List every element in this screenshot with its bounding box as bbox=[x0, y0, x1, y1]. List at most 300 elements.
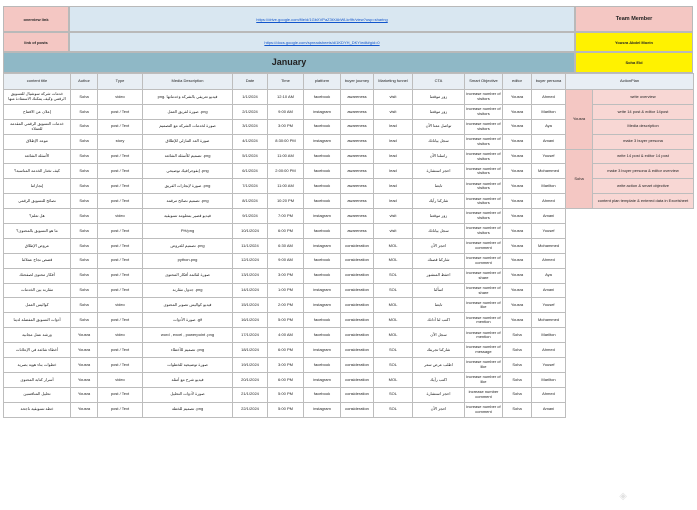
cell-buyer-journey[interactable]: consideration bbox=[341, 343, 374, 358]
cell-editor[interactable]: Soha bbox=[503, 372, 532, 387]
cell-smart-objective[interactable]: increase number of visitors bbox=[465, 194, 503, 209]
empty-cell[interactable] bbox=[566, 268, 694, 283]
cell-time[interactable]: 5:00 PM bbox=[268, 313, 304, 328]
cell-buyer-persona[interactable]: Ahmed bbox=[532, 253, 566, 268]
cell-author[interactable]: Soha bbox=[71, 268, 98, 283]
empty-cell[interactable] bbox=[566, 343, 694, 358]
cell-editor[interactable]: Yousra bbox=[503, 149, 532, 164]
cell-author[interactable]: Yousra bbox=[71, 343, 98, 358]
plan-task[interactable]: make 3 buyer persona bbox=[593, 134, 694, 149]
cell-content-title[interactable]: خدمات التسويق الرقمي المقدمة للعملاء bbox=[4, 119, 71, 134]
cell-type[interactable]: post / Text bbox=[98, 402, 143, 417]
cell-content-title[interactable]: ورشة عمل مجانية bbox=[4, 328, 71, 343]
cell-buyer-journey[interactable]: consideration bbox=[341, 402, 374, 417]
cell-smart-objective[interactable]: increase number of visitors bbox=[465, 179, 503, 194]
cell-buyer-persona[interactable]: Yousef bbox=[532, 358, 566, 373]
cell-time[interactable]: 6:00 PM bbox=[268, 372, 304, 387]
cell-marketing-funnel[interactable]: lead bbox=[374, 119, 413, 134]
col-platform[interactable]: platform bbox=[304, 74, 341, 90]
cell-marketing-funnel[interactable]: visit bbox=[374, 90, 413, 105]
cell-time[interactable]: 1:00 PM bbox=[268, 283, 304, 298]
cell-date[interactable]: 16/1/2024 bbox=[233, 313, 268, 328]
cell-smart-objective[interactable]: increase number of visitors bbox=[465, 164, 503, 179]
cell-type[interactable]: video bbox=[98, 209, 143, 224]
cell-buyer-persona[interactable]: Marilton bbox=[532, 372, 566, 387]
cell-author[interactable]: Soha bbox=[71, 238, 98, 253]
cell-date[interactable]: 22/1/2024 bbox=[233, 402, 268, 417]
cell-buyer-persona[interactable]: Yousef bbox=[532, 149, 566, 164]
cell-platform[interactable]: facebook bbox=[304, 149, 341, 164]
cell-time[interactable]: 2:00:00 PM bbox=[268, 164, 304, 179]
cell-author[interactable]: Yousra bbox=[71, 402, 98, 417]
cell-editor[interactable]: Yousra bbox=[503, 179, 532, 194]
cell-buyer-persona[interactable]: Ahmed bbox=[532, 194, 566, 209]
col-smart-objective[interactable]: Smart Objective bbox=[465, 74, 503, 90]
cell-author[interactable]: Soha bbox=[71, 104, 98, 119]
cell-buyer-journey[interactable]: consideration bbox=[341, 238, 374, 253]
cell-buyer-journey[interactable]: awareness bbox=[341, 209, 374, 224]
cell-author[interactable]: Soha bbox=[71, 194, 98, 209]
cell-editor[interactable]: Yousra bbox=[503, 313, 532, 328]
cell-media-description[interactable]: صورة الأدوات .gif bbox=[143, 313, 233, 328]
cell-marketing-funnel[interactable]: lead bbox=[374, 149, 413, 164]
cell-buyer-journey[interactable]: awareness bbox=[341, 149, 374, 164]
cell-buyer-persona[interactable]: Amani bbox=[532, 209, 566, 224]
cell-smart-objective[interactable]: increase number of share bbox=[465, 283, 503, 298]
cell-date[interactable]: 8/1/2024 bbox=[233, 194, 268, 209]
cell-date[interactable]: 13/1/2024 bbox=[233, 268, 268, 283]
cell-time[interactable]: 4:00 AM bbox=[268, 328, 304, 343]
cell-platform[interactable]: instagram bbox=[304, 134, 341, 149]
cell-marketing-funnel[interactable]: lead bbox=[374, 164, 413, 179]
cell-media-description[interactable]: صورة لفريق العمل .png bbox=[143, 104, 233, 119]
empty-cell[interactable] bbox=[566, 224, 694, 239]
cell-type[interactable]: video bbox=[98, 298, 143, 313]
cell-platform[interactable]: facebook bbox=[304, 268, 341, 283]
cell-marketing-funnel[interactable]: lead bbox=[374, 134, 413, 149]
cell-cta[interactable]: تواصل معنا الآن bbox=[413, 119, 465, 134]
cell-date[interactable]: 20/1/2024 bbox=[233, 372, 268, 387]
empty-cell[interactable] bbox=[566, 253, 694, 268]
cell-editor[interactable]: Yousra bbox=[503, 238, 532, 253]
cell-cta[interactable]: احفظ المنشور bbox=[413, 268, 465, 283]
cell-cta[interactable]: احجز استشارة bbox=[413, 164, 465, 179]
cell-marketing-funnel[interactable]: visit bbox=[374, 209, 413, 224]
cell-date[interactable]: 3/1/2024 bbox=[233, 119, 268, 134]
cell-date[interactable]: 15/1/2024 bbox=[233, 298, 268, 313]
cell-media-description[interactable]: صورة لقائمة أفكار المحتوى bbox=[143, 268, 233, 283]
cell-buyer-persona[interactable]: Ahmed bbox=[532, 90, 566, 105]
cell-media-description[interactable]: صورة العد التنازلي للإطلاق bbox=[143, 134, 233, 149]
cell-buyer-journey[interactable]: consideration bbox=[341, 268, 374, 283]
empty-cell[interactable] bbox=[566, 283, 694, 298]
col-date[interactable]: Date bbox=[233, 74, 268, 90]
cell-date[interactable]: 5/1/2024 bbox=[233, 149, 268, 164]
cell-type[interactable]: post / Text bbox=[98, 343, 143, 358]
cell-content-title[interactable]: أسرار كتابة المحتوى bbox=[4, 372, 71, 387]
cell-marketing-funnel[interactable]: SOL bbox=[374, 402, 413, 417]
cell-type[interactable]: post / Text bbox=[98, 179, 143, 194]
cell-content-title[interactable]: عروض الإطلاق bbox=[4, 238, 71, 253]
plan-task[interactable]: write 14 post & editor 14 post bbox=[593, 149, 694, 164]
cell-marketing-funnel[interactable]: MOL bbox=[374, 298, 413, 313]
col-marketing-funnel[interactable]: Marketing funnel bbox=[374, 74, 413, 90]
cell-editor[interactable]: Yousra bbox=[503, 283, 532, 298]
cell-platform[interactable]: instagram bbox=[304, 402, 341, 417]
cell-author[interactable]: Soha bbox=[71, 119, 98, 134]
cell-content-title[interactable]: أدوات التسويق المفضلة لدينا bbox=[4, 313, 71, 328]
cell-time[interactable]: 3:00 PM bbox=[268, 358, 304, 373]
col-type[interactable]: Type bbox=[98, 74, 143, 90]
cell-content-title[interactable]: الأسئلة الشائعة bbox=[4, 149, 71, 164]
cell-type[interactable]: post / Text bbox=[98, 253, 143, 268]
cell-time[interactable]: 7:00 PM bbox=[268, 209, 304, 224]
cell-buyer-persona[interactable]: Mohammed bbox=[532, 313, 566, 328]
plan-task[interactable]: content plan template & entered data in Excelsheet bbox=[593, 194, 694, 209]
cell-type[interactable]: post / Text bbox=[98, 268, 143, 283]
cell-editor[interactable]: Yousra bbox=[503, 298, 532, 313]
cell-time[interactable]: 3:00 PM bbox=[268, 119, 304, 134]
cell-buyer-persona[interactable]: Marilton bbox=[532, 328, 566, 343]
cell-date[interactable]: 7/1/2024 bbox=[233, 179, 268, 194]
cell-time[interactable]: 10:20 PM bbox=[268, 194, 304, 209]
posts-link[interactable]: https://docs.google.com/spreadsheets/d/1KDYH_DKY/edit#gid=0 bbox=[69, 32, 575, 52]
cell-cta[interactable]: احجز الآن bbox=[413, 402, 465, 417]
plan-task[interactable]: make 3 buyer persona & editor overview bbox=[593, 164, 694, 179]
cell-smart-objective[interactable]: increase number of visitors bbox=[465, 104, 503, 119]
cell-buyer-journey[interactable]: awareness bbox=[341, 119, 374, 134]
cell-type[interactable]: post / Text bbox=[98, 119, 143, 134]
plan-task[interactable]: write overview bbox=[593, 90, 694, 105]
cell-buyer-journey[interactable]: consideration bbox=[341, 298, 374, 313]
col-media-description[interactable]: Media Description bbox=[143, 74, 233, 90]
cell-content-title[interactable]: أفكار محتوى لصفحتك bbox=[4, 268, 71, 283]
cell-content-title[interactable]: أخطاء شائعة في الإعلانات bbox=[4, 343, 71, 358]
cell-time[interactable]: 5:00 PM bbox=[268, 402, 304, 417]
cell-smart-objective[interactable]: increase number of visitors bbox=[465, 119, 503, 134]
cell-platform[interactable]: facebook bbox=[304, 313, 341, 328]
cell-author[interactable]: Yousra bbox=[71, 372, 98, 387]
cell-content-title[interactable]: قصص نجاح عملائنا bbox=[4, 253, 71, 268]
cell-smart-objective[interactable]: increase number comment bbox=[465, 387, 503, 402]
cell-buyer-persona[interactable]: Amani bbox=[532, 134, 566, 149]
cell-author[interactable]: Soha bbox=[71, 90, 98, 105]
empty-cell[interactable] bbox=[566, 387, 694, 402]
cell-type[interactable]: post / Text bbox=[98, 387, 143, 402]
cell-buyer-journey[interactable]: awareness bbox=[341, 104, 374, 119]
cell-buyer-persona[interactable]: Mohammed bbox=[532, 164, 566, 179]
cell-buyer-persona[interactable]: Amani bbox=[532, 283, 566, 298]
cell-author[interactable]: Soha bbox=[71, 253, 98, 268]
cell-smart-objective[interactable]: increase number of visitors bbox=[465, 149, 503, 164]
cell-type[interactable]: post / Text bbox=[98, 149, 143, 164]
cell-cta[interactable]: زور موقعنا bbox=[413, 104, 465, 119]
cell-buyer-journey[interactable]: consideration bbox=[341, 358, 374, 373]
cell-author[interactable]: Soha bbox=[71, 313, 98, 328]
col-buyer-journey[interactable]: buyer journey bbox=[341, 74, 374, 90]
cell-platform[interactable]: facebook bbox=[304, 224, 341, 239]
cell-content-title[interactable]: خدمات شركة سوشيال للتسويق الرقمي وكيف يمكنك الاستفادة منها bbox=[4, 90, 71, 105]
cell-content-title[interactable]: موعد الإطلاق bbox=[4, 134, 71, 149]
cell-buyer-persona[interactable]: Amani bbox=[532, 402, 566, 417]
cell-content-title[interactable]: نصائح للتسويق الرقمي bbox=[4, 194, 71, 209]
cell-type[interactable]: post / Text bbox=[98, 104, 143, 119]
cell-platform[interactable]: instagram bbox=[304, 209, 341, 224]
cell-buyer-journey[interactable]: awareness bbox=[341, 134, 374, 149]
col-content-title[interactable]: content title bbox=[4, 74, 71, 90]
cell-media-description[interactable]: تصميم نصائح مرقمة .png bbox=[143, 194, 233, 209]
cell-time[interactable]: 12:10 AM bbox=[268, 90, 304, 105]
cell-cta[interactable]: سجل بياناتك bbox=[413, 134, 465, 149]
cell-media-description[interactable]: تصميم للأخطاء .png bbox=[143, 343, 233, 358]
cell-editor[interactable]: Soha bbox=[503, 343, 532, 358]
cell-date[interactable]: 18/1/2024 bbox=[233, 343, 268, 358]
cell-marketing-funnel[interactable]: MOL bbox=[374, 313, 413, 328]
cell-editor[interactable]: Yousra bbox=[503, 119, 532, 134]
cell-smart-objective[interactable]: increase number of mention bbox=[465, 328, 503, 343]
cell-date[interactable]: 9/1/2024 bbox=[233, 209, 268, 224]
cell-date[interactable]: 2/1/2024 bbox=[233, 104, 268, 119]
cell-content-title[interactable]: إعلان عن الافتتاح bbox=[4, 104, 71, 119]
cell-time[interactable]: 11:00 AM bbox=[268, 179, 304, 194]
cell-smart-objective[interactable]: increase number of visitors bbox=[465, 90, 503, 105]
cell-cta[interactable]: احجز استشارة bbox=[413, 387, 465, 402]
cell-buyer-journey[interactable]: consideration bbox=[341, 313, 374, 328]
cell-editor[interactable]: Soha bbox=[503, 358, 532, 373]
cell-buyer-persona[interactable]: Marilton bbox=[532, 179, 566, 194]
cell-smart-objective[interactable]: increase number of message bbox=[465, 343, 503, 358]
cell-marketing-funnel[interactable]: SOL bbox=[374, 268, 413, 283]
cell-buyer-persona[interactable]: Marilton bbox=[532, 104, 566, 119]
cell-smart-objective[interactable]: increase number of like bbox=[465, 298, 503, 313]
cell-buyer-journey[interactable]: consideration bbox=[341, 328, 374, 343]
cell-editor[interactable]: Yousra bbox=[503, 209, 532, 224]
cell-cta[interactable]: اكتب رأيك bbox=[413, 372, 465, 387]
cell-time[interactable]: 5:00 PM bbox=[268, 387, 304, 402]
empty-cell[interactable] bbox=[566, 328, 694, 343]
col-cta[interactable]: CTA bbox=[413, 74, 465, 90]
cell-type[interactable]: post / Text bbox=[98, 358, 143, 373]
cell-media-description[interactable]: صورة لإنجازات الفريق .png bbox=[143, 179, 233, 194]
cell-content-title[interactable]: تحليل المنافسين bbox=[4, 387, 71, 402]
cell-marketing-funnel[interactable]: SOL bbox=[374, 343, 413, 358]
cell-cta[interactable]: سجل الآن bbox=[413, 328, 465, 343]
cell-buyer-persona[interactable]: Mohammed bbox=[532, 238, 566, 253]
cell-type[interactable]: video bbox=[98, 90, 143, 105]
cell-time[interactable]: 8:30:00 PM bbox=[268, 134, 304, 149]
cell-editor[interactable]: Yousra bbox=[503, 164, 532, 179]
cell-smart-objective[interactable]: increase number of visitors bbox=[465, 134, 503, 149]
empty-cell[interactable] bbox=[566, 298, 694, 313]
cell-type[interactable]: post / Text bbox=[98, 238, 143, 253]
cell-editor[interactable]: Soha bbox=[503, 387, 532, 402]
cell-media-description[interactable]: صورة توضيحية للخطوات bbox=[143, 358, 233, 373]
cell-smart-objective[interactable]: increase number of comment bbox=[465, 238, 503, 253]
cell-buyer-journey[interactable]: awareness bbox=[341, 194, 374, 209]
cell-buyer-journey[interactable]: consideration bbox=[341, 253, 374, 268]
cell-date[interactable]: 6/1/2024 bbox=[233, 164, 268, 179]
plan-assignee-1[interactable]: Yousra bbox=[566, 90, 593, 150]
empty-cell[interactable] bbox=[566, 238, 694, 253]
cell-type[interactable]: video bbox=[98, 328, 143, 343]
cell-media-description[interactable]: تصميم للخطة .png bbox=[143, 402, 233, 417]
cell-smart-objective[interactable]: increase number of comment bbox=[465, 253, 503, 268]
cell-smart-objective[interactable]: increase number of comment bbox=[465, 402, 503, 417]
cell-author[interactable]: Yousra bbox=[71, 387, 98, 402]
cell-editor[interactable]: Yousra bbox=[503, 134, 532, 149]
cell-date[interactable]: 10/1/2024 bbox=[233, 224, 268, 239]
cell-platform[interactable]: instagram bbox=[304, 238, 341, 253]
cell-date[interactable]: 19/1/2024 bbox=[233, 358, 268, 373]
cell-marketing-funnel[interactable]: MOL bbox=[374, 372, 413, 387]
empty-cell[interactable] bbox=[566, 402, 694, 417]
cell-marketing-funnel[interactable]: SOL bbox=[374, 387, 413, 402]
cell-author[interactable]: Soha bbox=[71, 164, 98, 179]
cell-buyer-persona[interactable]: Ahmed bbox=[532, 343, 566, 358]
cell-media-description[interactable]: فيديو تعريفي بالشركة وخدماتها .png bbox=[143, 90, 233, 105]
cell-editor[interactable]: Yousra bbox=[503, 90, 532, 105]
cell-author[interactable]: Yousra bbox=[71, 328, 98, 343]
cell-media-description[interactable]: فيديو قصير بمعلومة تسويقية bbox=[143, 209, 233, 224]
cell-content-title[interactable]: إنجازاتنا bbox=[4, 179, 71, 194]
col-editor[interactable]: editor bbox=[503, 74, 532, 90]
cell-content-title[interactable]: كيف تختار الخدمة المناسبة؟ bbox=[4, 164, 71, 179]
cell-cta[interactable]: راسلنا الآن bbox=[413, 149, 465, 164]
cell-date[interactable]: 21/1/2024 bbox=[233, 387, 268, 402]
cell-media-description[interactable]: python.png bbox=[143, 253, 233, 268]
cell-buyer-persona[interactable]: Yousef bbox=[532, 224, 566, 239]
cell-platform[interactable]: instagram bbox=[304, 298, 341, 313]
cell-date[interactable]: 14/1/2024 bbox=[233, 283, 268, 298]
cell-time[interactable]: 3:00 PM bbox=[268, 268, 304, 283]
cell-time[interactable]: 6:00 PM bbox=[268, 224, 304, 239]
cell-cta[interactable]: تابعنا bbox=[413, 298, 465, 313]
cell-editor[interactable]: Soha bbox=[503, 402, 532, 417]
plan-task[interactable]: write action & smart objective bbox=[593, 179, 694, 194]
cell-type[interactable]: story bbox=[98, 134, 143, 149]
cell-smart-objective[interactable]: increase number of like bbox=[465, 358, 503, 373]
empty-cell[interactable] bbox=[566, 358, 694, 373]
cell-platform[interactable]: facebook bbox=[304, 358, 341, 373]
cell-author[interactable]: Soha bbox=[71, 224, 98, 239]
cell-time[interactable]: 6:30 AM bbox=[268, 238, 304, 253]
cell-buyer-journey[interactable]: consideration bbox=[341, 387, 374, 402]
cell-platform[interactable]: instagram bbox=[304, 343, 341, 358]
cell-marketing-funnel[interactable]: MOL bbox=[374, 238, 413, 253]
cell-content-title[interactable]: كواليس العمل bbox=[4, 298, 71, 313]
cell-cta[interactable]: اطلب عرض سعر bbox=[413, 358, 465, 373]
cell-buyer-persona[interactable]: Yousef bbox=[532, 298, 566, 313]
cell-marketing-funnel[interactable]: visit bbox=[374, 224, 413, 239]
cell-platform[interactable]: facebook bbox=[304, 90, 341, 105]
cell-platform[interactable]: facebook bbox=[304, 328, 341, 343]
cell-editor[interactable]: Yousra bbox=[503, 268, 532, 283]
cell-cta[interactable]: اكتب لنا أداتك bbox=[413, 313, 465, 328]
cell-editor[interactable]: Yousra bbox=[503, 104, 532, 119]
cell-time[interactable]: 9:00 AM bbox=[268, 104, 304, 119]
cell-platform[interactable]: instagram bbox=[304, 283, 341, 298]
cell-time[interactable]: 2:00 PM bbox=[268, 298, 304, 313]
cell-time[interactable]: 9:00 AM bbox=[268, 253, 304, 268]
cell-type[interactable]: post / Text bbox=[98, 194, 143, 209]
col-author[interactable]: Author bbox=[71, 74, 98, 90]
cell-author[interactable]: Soha bbox=[71, 134, 98, 149]
cell-buyer-journey[interactable]: awareness bbox=[341, 164, 374, 179]
cell-cta[interactable]: احجز الآن bbox=[413, 238, 465, 253]
col-time[interactable]: Time bbox=[268, 74, 304, 90]
cell-buyer-persona[interactable]: Aya bbox=[532, 119, 566, 134]
empty-cell[interactable] bbox=[566, 209, 694, 224]
empty-cell[interactable] bbox=[566, 372, 694, 387]
cell-author[interactable]: Soha bbox=[71, 298, 98, 313]
cell-editor[interactable]: Yousra bbox=[503, 253, 532, 268]
cell-buyer-journey[interactable]: consideration bbox=[341, 372, 374, 387]
cell-platform[interactable]: facebook bbox=[304, 119, 341, 134]
cell-buyer-journey[interactable]: consideration bbox=[341, 283, 374, 298]
cell-type[interactable]: video bbox=[98, 372, 143, 387]
cell-media-description[interactable]: فيديو كواليس تصوير المحتوى bbox=[143, 298, 233, 313]
cell-platform[interactable]: facebook bbox=[304, 387, 341, 402]
cell-author[interactable]: Soha bbox=[71, 179, 98, 194]
empty-cell[interactable] bbox=[566, 313, 694, 328]
cell-date[interactable]: 17/1/2024 bbox=[233, 328, 268, 343]
cell-platform[interactable]: facebook bbox=[304, 164, 341, 179]
cell-content-title[interactable]: ما هو التسويق بالمحتوى؟ bbox=[4, 224, 71, 239]
cell-type[interactable]: post / Text bbox=[98, 313, 143, 328]
cell-marketing-funnel[interactable]: visit bbox=[374, 104, 413, 119]
col-buyer-persona[interactable]: buyer persona bbox=[532, 74, 566, 90]
cell-smart-objective[interactable]: increase number of like bbox=[465, 372, 503, 387]
cell-date[interactable]: 12/1/2024 bbox=[233, 253, 268, 268]
cell-cta[interactable]: تابعنا bbox=[413, 179, 465, 194]
plan-task[interactable]: write 14 post & editor 14post bbox=[593, 104, 694, 119]
cell-cta[interactable]: اسألنا bbox=[413, 283, 465, 298]
cell-content-title[interactable]: خطوات بناء هوية بصرية bbox=[4, 358, 71, 373]
action-plan-header[interactable]: ActionPlan bbox=[566, 74, 694, 90]
cell-media-description[interactable]: تصميم للأسئلة الشائعة .png bbox=[143, 149, 233, 164]
cell-type[interactable]: post / Text bbox=[98, 164, 143, 179]
cell-marketing-funnel[interactable]: MOL bbox=[374, 328, 413, 343]
cell-content-title[interactable]: هل تعلم؟ bbox=[4, 209, 71, 224]
cell-media-description[interactable]: جدول مقارنة .png bbox=[143, 283, 233, 298]
cell-platform[interactable]: facebook bbox=[304, 253, 341, 268]
cell-time[interactable]: 6:00 PM bbox=[268, 343, 304, 358]
cell-time[interactable]: 11:00 AM bbox=[268, 149, 304, 164]
cell-content-title[interactable]: مقارنة بين الخدمات bbox=[4, 283, 71, 298]
cell-cta[interactable]: سجل بياناتك bbox=[413, 224, 465, 239]
cell-media-description[interactable]: صورة لخدمات الشركة مع التصميم bbox=[143, 119, 233, 134]
cell-buyer-persona[interactable]: Ahmed bbox=[532, 387, 566, 402]
cell-buyer-journey[interactable]: awareness bbox=[341, 224, 374, 239]
cell-type[interactable]: post / Text bbox=[98, 224, 143, 239]
cell-date[interactable]: 4/1/2024 bbox=[233, 134, 268, 149]
cell-content-title[interactable]: خطة تسويقية ناجحة bbox=[4, 402, 71, 417]
cell-marketing-funnel[interactable]: lead bbox=[374, 194, 413, 209]
cell-media-description[interactable]: word , excel , powerpoint .png bbox=[143, 328, 233, 343]
cell-marketing-funnel[interactable]: MOL bbox=[374, 253, 413, 268]
cell-marketing-funnel[interactable]: SOL bbox=[374, 358, 413, 373]
cell-editor[interactable]: Yousra bbox=[503, 224, 532, 239]
cell-author[interactable]: Soha bbox=[71, 283, 98, 298]
cell-buyer-journey[interactable]: awareness bbox=[341, 179, 374, 194]
cell-cta[interactable]: شاركنا رأيك bbox=[413, 194, 465, 209]
cell-cta[interactable]: زور موقعنا bbox=[413, 209, 465, 224]
cell-marketing-funnel[interactable]: lead bbox=[374, 179, 413, 194]
cell-smart-objective[interactable]: increase number of visitors bbox=[465, 224, 503, 239]
plan-task[interactable]: Media description bbox=[593, 119, 694, 134]
cell-author[interactable]: Soha bbox=[71, 209, 98, 224]
cell-buyer-persona[interactable]: Aya bbox=[532, 268, 566, 283]
